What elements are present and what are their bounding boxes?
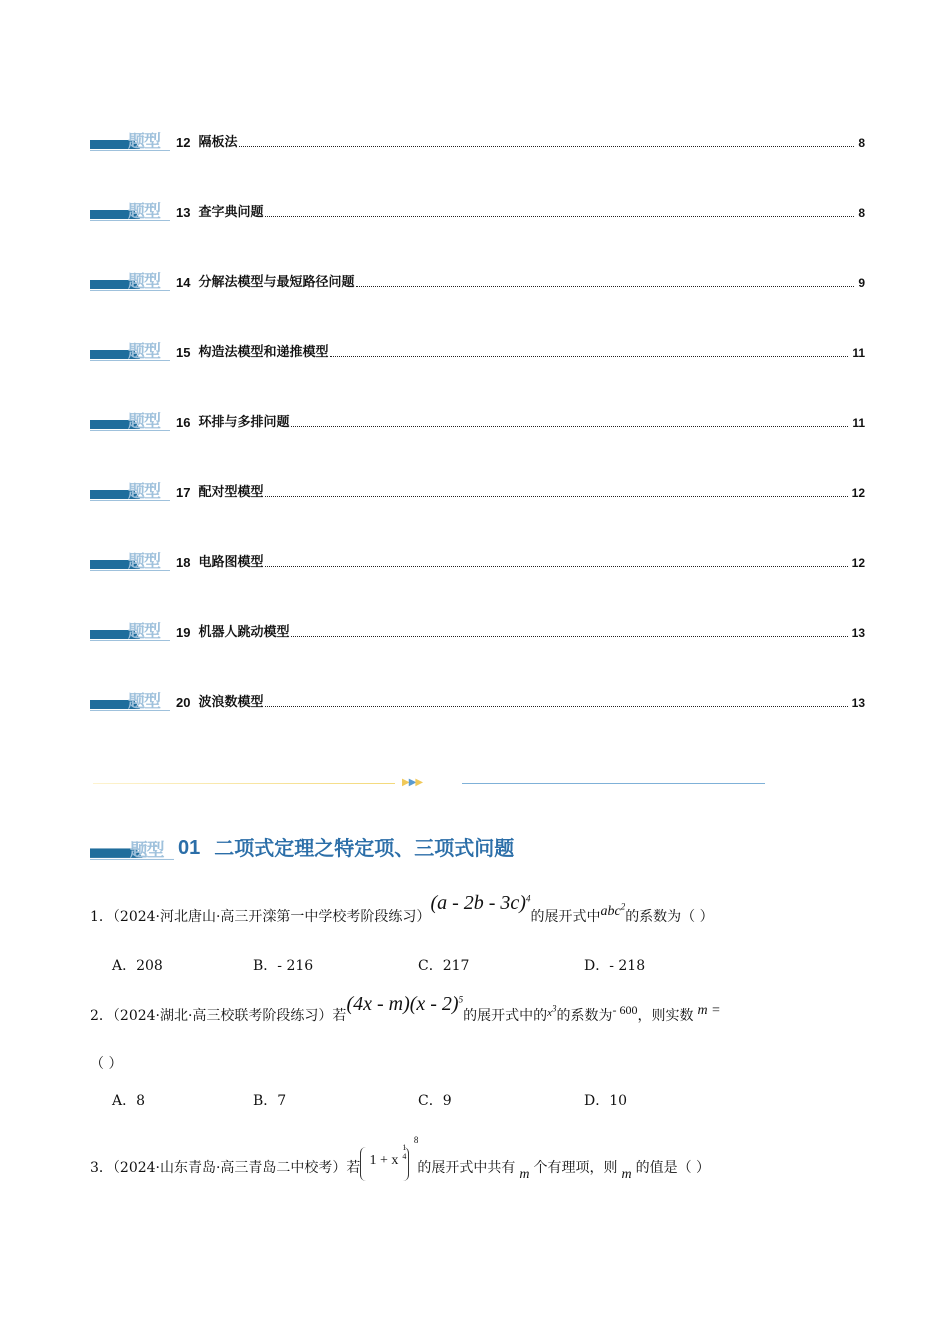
toc-leader-dots <box>265 565 847 567</box>
question-2: 2．（2024·湖北·高三校联考阶段练习）若(4x - m)(x - 2)$^5$的展开式中的$^{x^3}$的系数为- 600，则实数 m = <box>90 993 721 1024</box>
toc-row-16[interactable] <box>90 407 865 431</box>
toc-title: 构造法模型和递推模型 <box>198 345 329 360</box>
toc-number: 15 <box>176 345 191 360</box>
q2-option-d: D．10 <box>584 1093 628 1109</box>
toc-number: 12 <box>176 135 191 150</box>
toc-leader-dots <box>265 215 854 217</box>
badge-icon: 题型 <box>90 339 170 361</box>
toc-leader-dots <box>265 705 847 707</box>
toc-title: 配对型模型 <box>198 485 264 500</box>
q2-option-a: A．8 <box>112 1093 146 1109</box>
question-3: 3．（2024·山东青岛·高三青岛二中校考）若 1 + x 1 4 8 的展开式中共有 m 个有理项，则 m 的值是（ ） <box>90 1135 711 1182</box>
toc-row-12[interactable] <box>90 127 865 151</box>
toc-number: 14 <box>176 275 191 290</box>
toc-title: 查字典问题 <box>198 205 264 220</box>
toc-leader-dots <box>239 145 854 147</box>
q2-option-b: B．7 <box>253 1093 287 1109</box>
section-heading <box>90 826 790 860</box>
badge-icon: 题型 <box>90 269 170 291</box>
section-title: 二项式定理之特定项、三项式问题 <box>214 836 515 860</box>
toc-page-number: 11 <box>852 416 865 430</box>
toc-row-15[interactable] <box>90 337 865 361</box>
toc-leader-dots <box>291 425 848 427</box>
toc-page-number: 13 <box>851 696 865 710</box>
q1-option-a: A．208 <box>112 958 163 974</box>
toc-page-number: 11 <box>852 346 865 360</box>
toc-title: 分解法模型与最短路径问题 <box>198 275 355 290</box>
toc-leader-dots <box>356 285 854 287</box>
toc-title: 波浪数模型 <box>198 695 264 710</box>
badge-icon: 题型 <box>90 409 170 431</box>
q1-option-c: C．217 <box>418 958 470 974</box>
toc-title: 机器人跳动模型 <box>198 625 290 640</box>
toc-row-14[interactable] <box>90 267 865 291</box>
toc-title: 电路图模型 <box>198 555 264 570</box>
toc-row-13[interactable] <box>90 197 865 221</box>
toc-number: 13 <box>176 205 191 220</box>
toc-row-20[interactable] <box>90 687 865 711</box>
toc-leader-dots <box>265 495 847 497</box>
badge-icon: 题型 <box>90 549 170 571</box>
toc-number: 18 <box>176 555 191 570</box>
toc-row-18[interactable] <box>90 547 865 571</box>
toc-number: 17 <box>176 485 191 500</box>
toc-leader-dots <box>330 355 848 357</box>
toc-page-number: 12 <box>851 556 865 570</box>
toc-number: 19 <box>176 625 191 640</box>
section-number: 01 <box>178 837 201 859</box>
toc-number: 20 <box>176 695 191 710</box>
toc-title: 隔板法 <box>198 135 238 150</box>
divider-arrows-icon: ▶▶▶ <box>402 777 423 788</box>
toc-row-19[interactable] <box>90 617 865 641</box>
badge-icon: 题型 <box>90 479 170 501</box>
section-badge-icon: 题型 <box>90 837 174 860</box>
divider-left <box>93 783 395 784</box>
q2-option-c: C．9 <box>418 1093 452 1109</box>
badge-icon: 题型 <box>90 129 170 151</box>
toc-page-number: 9 <box>858 276 865 290</box>
q1-option-b: B．- 216 <box>253 958 314 974</box>
toc-title: 环排与多排问题 <box>198 415 290 430</box>
toc-page-number: 13 <box>851 626 865 640</box>
divider-right <box>462 783 765 784</box>
toc-page-number: 12 <box>851 486 865 500</box>
toc-leader-dots <box>291 635 847 637</box>
q1-option-d: D．- 218 <box>584 958 646 974</box>
question-1: 1．（2024·河北唐山·高三开滦第一中学校考阶段练习）(a - 2b - 3c)$^4$的展开式中abc$^2$的系数为（ ） <box>90 892 714 925</box>
badge-icon: 题型 <box>90 619 170 641</box>
toc-number: 16 <box>176 415 191 430</box>
q2-answer-paren: （ ） <box>90 1056 123 1072</box>
badge-icon: 题型 <box>90 689 170 711</box>
toc-page-number: 8 <box>858 206 865 220</box>
badge-icon: 题型 <box>90 199 170 221</box>
toc-page-number: 8 <box>858 136 865 150</box>
toc-row-17[interactable] <box>90 477 865 501</box>
